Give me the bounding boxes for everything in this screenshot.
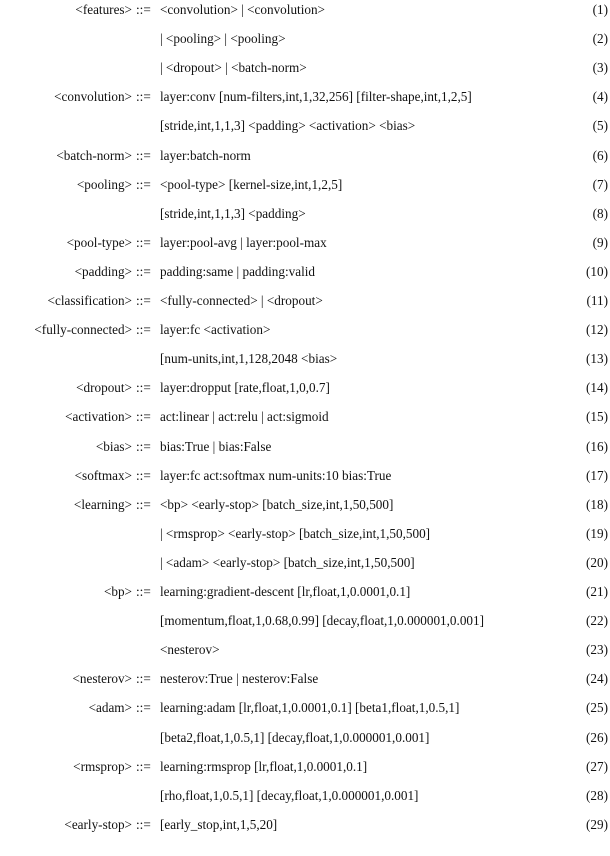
equation-number: (2) (592, 31, 608, 47)
grammar-rule-row (0, 757, 610, 777)
rule-production-operator: ::= (136, 438, 151, 454)
grammar-rule-row (0, 175, 610, 195)
equation-number: (5) (592, 118, 608, 134)
equation-number: (10) (586, 263, 608, 279)
equation-number: (16) (586, 438, 608, 454)
equation-number: (23) (586, 642, 608, 658)
rule-production-operator: ::= (136, 816, 151, 832)
rule-production-operator: ::= (136, 89, 151, 105)
grammar-rule-row (0, 262, 610, 282)
rule-expansion: <pool-type> [kernel-size,int,1,2,5] (160, 176, 343, 192)
grammar-rule-row (0, 495, 610, 515)
equation-number: (24) (586, 671, 608, 687)
rule-expansion: [early_stop,int,1,5,20] (160, 816, 278, 832)
rule-expansion: <convolution> | <convolution> (160, 2, 325, 17)
rule-nonterminal: <learning> (73, 496, 132, 512)
rule-nonterminal: <batch-norm> (56, 147, 132, 163)
rule-expansion: [rho,float,1,0.5,1] [decay,float,1,0.000001,0.001] (160, 787, 419, 803)
rule-nonterminal: <features> (75, 2, 132, 17)
rule-expansion: act:linear | act:relu | act:sigmoid (160, 409, 329, 425)
equation-number: (29) (586, 816, 608, 832)
rule-production-operator: ::= (136, 467, 151, 483)
rule-nonterminal: <bias> (95, 438, 132, 454)
grammar-rule-row (0, 640, 610, 660)
grammar-rule-row (0, 524, 610, 544)
rule-production-operator: ::= (136, 176, 151, 192)
rule-expansion: | <pooling> | <pooling> (160, 31, 286, 47)
grammar-rule-row (0, 58, 610, 78)
rule-production-operator: ::= (136, 147, 151, 163)
equation-number: (25) (586, 700, 608, 716)
rule-nonterminal: <rmsprop> (73, 758, 132, 774)
rule-expansion: padding:same | padding:valid (160, 263, 315, 279)
rule-nonterminal: <bp> (103, 584, 132, 599)
rule-expansion: layer:pool-avg | layer:pool-max (160, 234, 327, 250)
rule-production-operator: ::= (136, 293, 151, 308)
rule-nonterminal: <pooling> (76, 176, 132, 192)
equation-number: (21) (586, 584, 608, 599)
rule-production-operator: ::= (136, 234, 151, 250)
grammar-rule-row (0, 407, 610, 427)
equation-number: (27) (586, 758, 608, 774)
equation-number: (9) (592, 234, 608, 250)
grammar-rule-row (0, 815, 610, 835)
rule-expansion: | <dropout> | <batch-norm> (160, 60, 307, 76)
rule-nonterminal: <softmax> (74, 467, 132, 483)
rule-expansion: <bp> <early-stop> [batch_size,int,1,50,500] (160, 496, 394, 512)
grammar-rule-row (0, 553, 610, 573)
rule-nonterminal: <convolution> (54, 89, 132, 105)
rule-nonterminal: <nesterov> (72, 671, 132, 687)
grammar-rule-row (0, 611, 610, 631)
equation-number: (17) (586, 467, 608, 483)
equation-number: (12) (586, 322, 608, 338)
equation-number: (7) (592, 176, 608, 192)
grammar-rule-row (0, 786, 610, 806)
rule-production-operator: ::= (136, 584, 151, 599)
grammar-rule-row (0, 582, 610, 602)
equation-number: (13) (586, 351, 608, 367)
rule-nonterminal: <fully-connected> (34, 322, 132, 338)
rule-expansion: | <adam> <early-stop> [batch_size,int,1,50,500] (160, 554, 415, 570)
grammar-rule-row (0, 349, 610, 369)
equation-number: (6) (592, 147, 608, 163)
rule-expansion: <fully-connected> | <dropout> (160, 293, 323, 308)
rule-expansion: layer:batch-norm (160, 147, 251, 163)
grammar-rule-row (0, 291, 610, 311)
equation-number: (28) (586, 787, 608, 803)
grammar-rule-row (0, 669, 610, 689)
grammar-rule-row (0, 437, 610, 457)
equation-number: (1) (592, 2, 608, 17)
rule-expansion: learning:gradient-descent [lr,float,1,0.0001,0.1] (160, 584, 411, 599)
rule-expansion: bias:True | bias:False (160, 438, 272, 454)
grammar-rule-row (0, 116, 610, 136)
equation-number: (26) (586, 729, 608, 745)
rule-nonterminal: <pool-type> (66, 234, 132, 250)
equation-number: (8) (592, 205, 608, 221)
rule-expansion: layer:dropput [rate,float,1,0,0.7] (160, 380, 330, 396)
rule-production-operator: ::= (136, 671, 151, 687)
rule-expansion: [momentum,float,1,0.68,0.99] [decay,float,1,0.000001,0.001] (160, 613, 485, 629)
grammar-rule-row (0, 698, 610, 718)
rule-production-operator: ::= (136, 758, 151, 774)
rule-expansion: layer:fc act:softmax num-units:10 bias:True (160, 467, 392, 483)
rule-production-operator: ::= (136, 263, 151, 279)
rule-expansion: layer:conv [num-filters,int,1,32,256] [filter-shape,int,1,2,5] (160, 89, 472, 105)
grammar-rule-row (0, 378, 610, 398)
rule-expansion: layer:fc <activation> (160, 322, 271, 338)
rule-expansion: [num-units,int,1,128,2048 <bias> (160, 351, 338, 367)
equation-number: (3) (592, 60, 608, 76)
rule-expansion: [beta2,float,1,0.5,1] [decay,float,1,0.000001,0.001] (160, 729, 430, 745)
rule-nonterminal: <dropout> (76, 380, 132, 396)
grammar-rule-row (0, 146, 610, 166)
grammar-rule-row (0, 466, 610, 486)
rule-expansion: nesterov:True | nesterov:False (160, 671, 319, 687)
rule-nonterminal: <classification> (47, 293, 132, 308)
rule-production-operator: ::= (136, 380, 151, 396)
grammar-rule-row (0, 87, 610, 107)
rule-expansion: learning:adam [lr,float,1,0.0001,0.1] [beta1,float,1,0.5,1] (160, 700, 460, 716)
rule-production-operator: ::= (136, 409, 151, 425)
grammar-rule-row (0, 204, 610, 224)
grammar-rule-row (0, 320, 610, 340)
equation-number: (14) (586, 380, 608, 396)
grammar-rule-row (0, 0, 610, 20)
rule-expansion: <nesterov> (160, 642, 220, 658)
rule-expansion: [stride,int,1,1,3] <padding> (160, 205, 306, 221)
rule-production-operator: ::= (136, 700, 151, 716)
equation-number: (4) (592, 89, 608, 105)
equation-number: (20) (586, 554, 608, 570)
rule-production-operator: ::= (136, 496, 151, 512)
equation-number: (18) (586, 496, 608, 512)
rule-expansion: | <rmsprop> <early-stop> [batch_size,int,1,50,500] (160, 525, 431, 541)
rule-nonterminal: <adam> (88, 700, 132, 716)
equation-number: (11) (586, 293, 608, 308)
rule-expansion: learning:rmsprop [lr,float,1,0.0001,0.1] (160, 758, 368, 774)
rule-nonterminal: <padding> (74, 263, 132, 279)
equation-number: (22) (586, 613, 608, 629)
rule-production-operator: ::= (136, 2, 151, 17)
rule-nonterminal: <early-stop> (64, 816, 132, 832)
rule-production-operator: ::= (136, 322, 151, 338)
equation-number: (19) (586, 525, 608, 541)
rule-nonterminal: <activation> (65, 409, 132, 425)
equation-number: (15) (586, 409, 608, 425)
grammar-rule-row (0, 233, 610, 253)
grammar-rule-row (0, 728, 610, 748)
grammar-rule-row (0, 29, 610, 49)
rule-expansion: [stride,int,1,1,3] <padding> <activation> <bias> (160, 118, 416, 134)
